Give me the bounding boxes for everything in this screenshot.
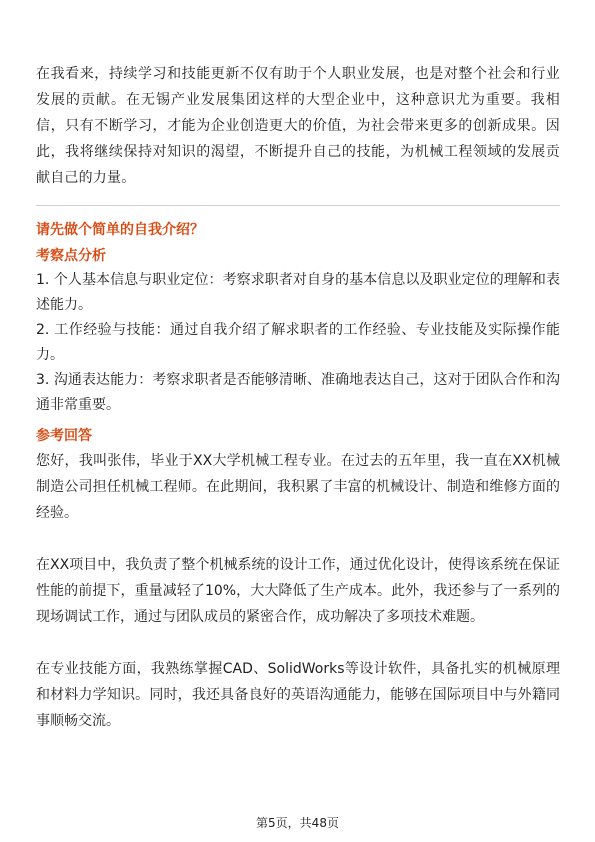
answer-label: 参考回答 (36, 428, 92, 444)
page-content (36, 61, 560, 734)
analysis-point: 3. 沟通表达能力：考察求职者是否能够清晰、准确地表达自己，这对于团队合作和沟通非常重要。 (36, 372, 560, 413)
section-divider (36, 205, 560, 206)
answer-paragraph: 在XX项目中，我负责了整个机械系统的设计工作，通过优化设计，使得该系统在保证性能的前提下，重量减轻了10%，大大降低了生产成本。此外，我还参与了一系列的现场调试工作，通过与团队成员的紧密合作，成功解决了多项技术难题。 (36, 557, 560, 625)
answer-paragraph: 在专业技能方面，我熟练掌握CAD、SolidWorks等设计软件，具备扎实的机械原理和材料力学知识。同时，我还具备良好的英语沟通能力，能够在国际项目中与外籍同事顺畅交流。 (36, 661, 560, 729)
answer-section (36, 448, 560, 734)
analysis-point: 1. 个人基本信息与职业定位：考察求职者对自身的基本信息以及职业定位的理解和表述能力。 (36, 272, 560, 313)
analysis-points (36, 268, 560, 418)
intro-section (36, 61, 560, 191)
analysis-label: 考察点分析 (36, 248, 106, 264)
paragraph-gap (36, 526, 560, 552)
answer-paragraph: 您好，我叫张伟，毕业于XX大学机械工程专业。在过去的五年里，我一直在XX机械制造公司担任机械工程师。在此期间，我积累了丰富的机械设计、制造和维修方面的经验。 (36, 453, 560, 521)
analysis-point: 2. 工作经验与技能：通过自我介绍了解求职者的工作经验、专业技能及实际操作能力。 (36, 322, 560, 363)
page-number-footer: 第5页，共48页 (256, 816, 339, 830)
intro-paragraph: 在我看来，持续学习和技能更新不仅有助于个人职业发展，也是对整个社会和行业发展的贡献。在无锡产业发展集团这样的大型企业中，这种意识尤为重要。我相信，只有不断学习，才能为企业创造更大的价值，为社会带来更多的创新成果。因此，我将继续保持对知识的渴望，不断提升自己的技能，为机械工程领域的发展贡献自己的力量。 (36, 66, 560, 186)
paragraph-gap (36, 630, 560, 656)
question-title: 请先做个简单的自我介绍？ (36, 222, 204, 238)
